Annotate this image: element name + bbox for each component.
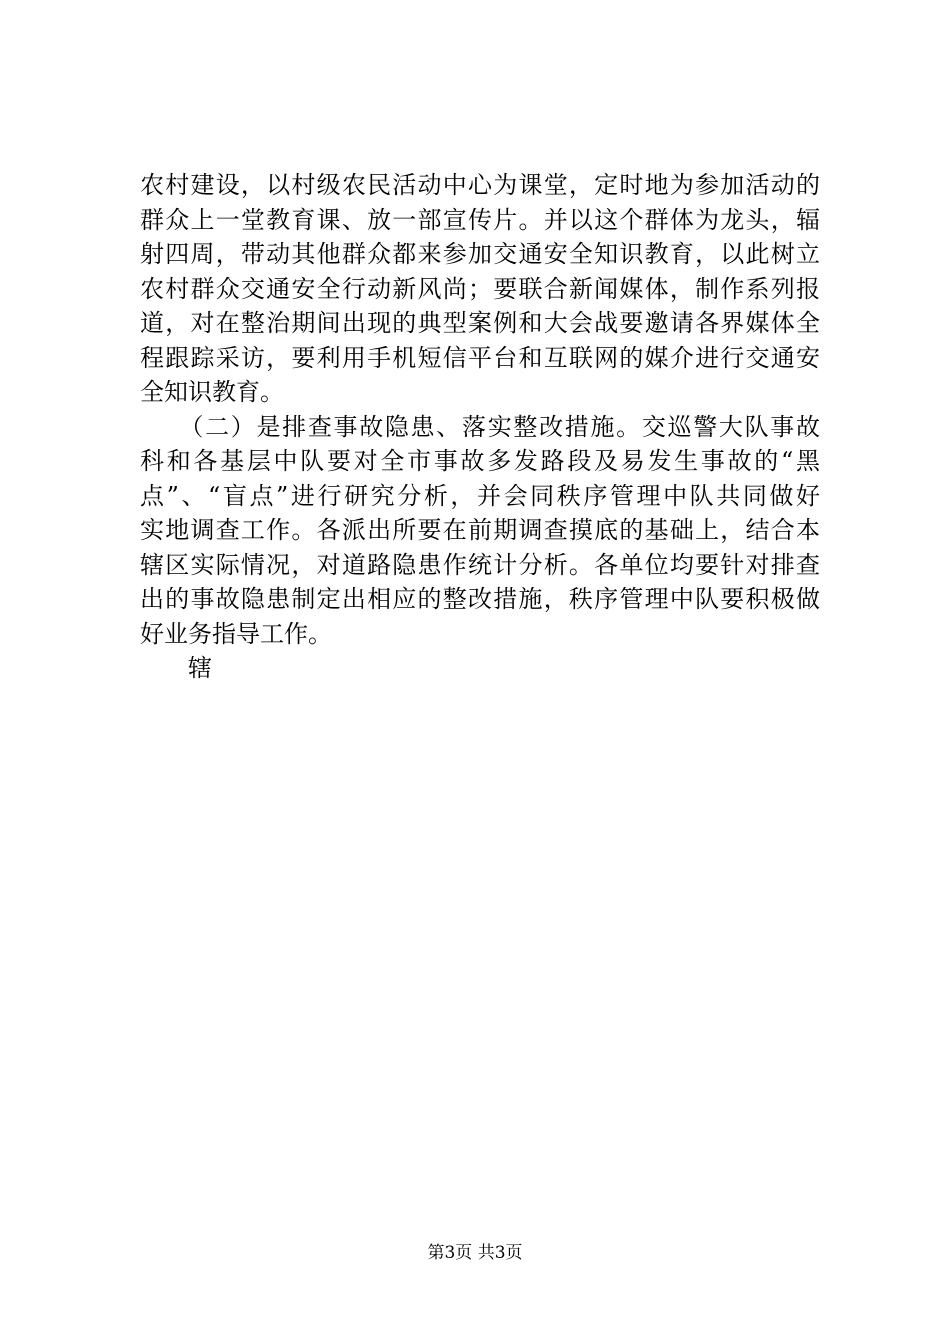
text-line: 好业务指导工作。 <box>140 619 332 648</box>
text-line: 出的事故隐患制定出相应的整改措施，秩序管理中队要积极做 <box>140 585 820 613</box>
body-text <box>140 168 820 686</box>
text-line: 点”、“盲点”进行研究分析，并会同秩序管理中队共同做好 <box>140 481 820 510</box>
text-line: 全知识教育。 <box>140 378 284 406</box>
page-footer: 第3页 共3页 <box>427 1243 523 1263</box>
text-line: 实地调查工作。各派出所要在前期调查摸底的基础上，结合本 <box>140 516 820 544</box>
text-line: 辖区实际情况，对道路隐患作统计分析。各单位均要针对排查 <box>140 550 820 579</box>
text-line: （二）是排查事故隐患、落实整改措施。交巡警大队事故 <box>140 412 820 441</box>
text-line: 科和各基层中队要对全市事故多发路段及易发生事故的“黑 <box>140 447 820 475</box>
text-line: 射四周，带动其他群众都来参加交通安全知识教育，以此树立 <box>140 240 820 268</box>
text-line: 道，对在整治期间出现的典型案例和大会战要邀请各界媒体全 <box>140 309 820 337</box>
text-line: 程跟踪采访，要利用手机短信平台和互联网的媒介进行交通安 <box>140 343 820 372</box>
text-line: 辖 <box>140 654 212 682</box>
text-line: 群众上一堂教育课、放一部宣传片。并以这个群体为龙头，辐 <box>140 205 820 234</box>
text-line: 农村群众交通安全行动新风尚；要联合新闻媒体，制作系列报 <box>140 274 820 303</box>
text-line: 农村建设，以村级农民活动中心为课堂，定时地为参加活动的 <box>140 171 820 199</box>
